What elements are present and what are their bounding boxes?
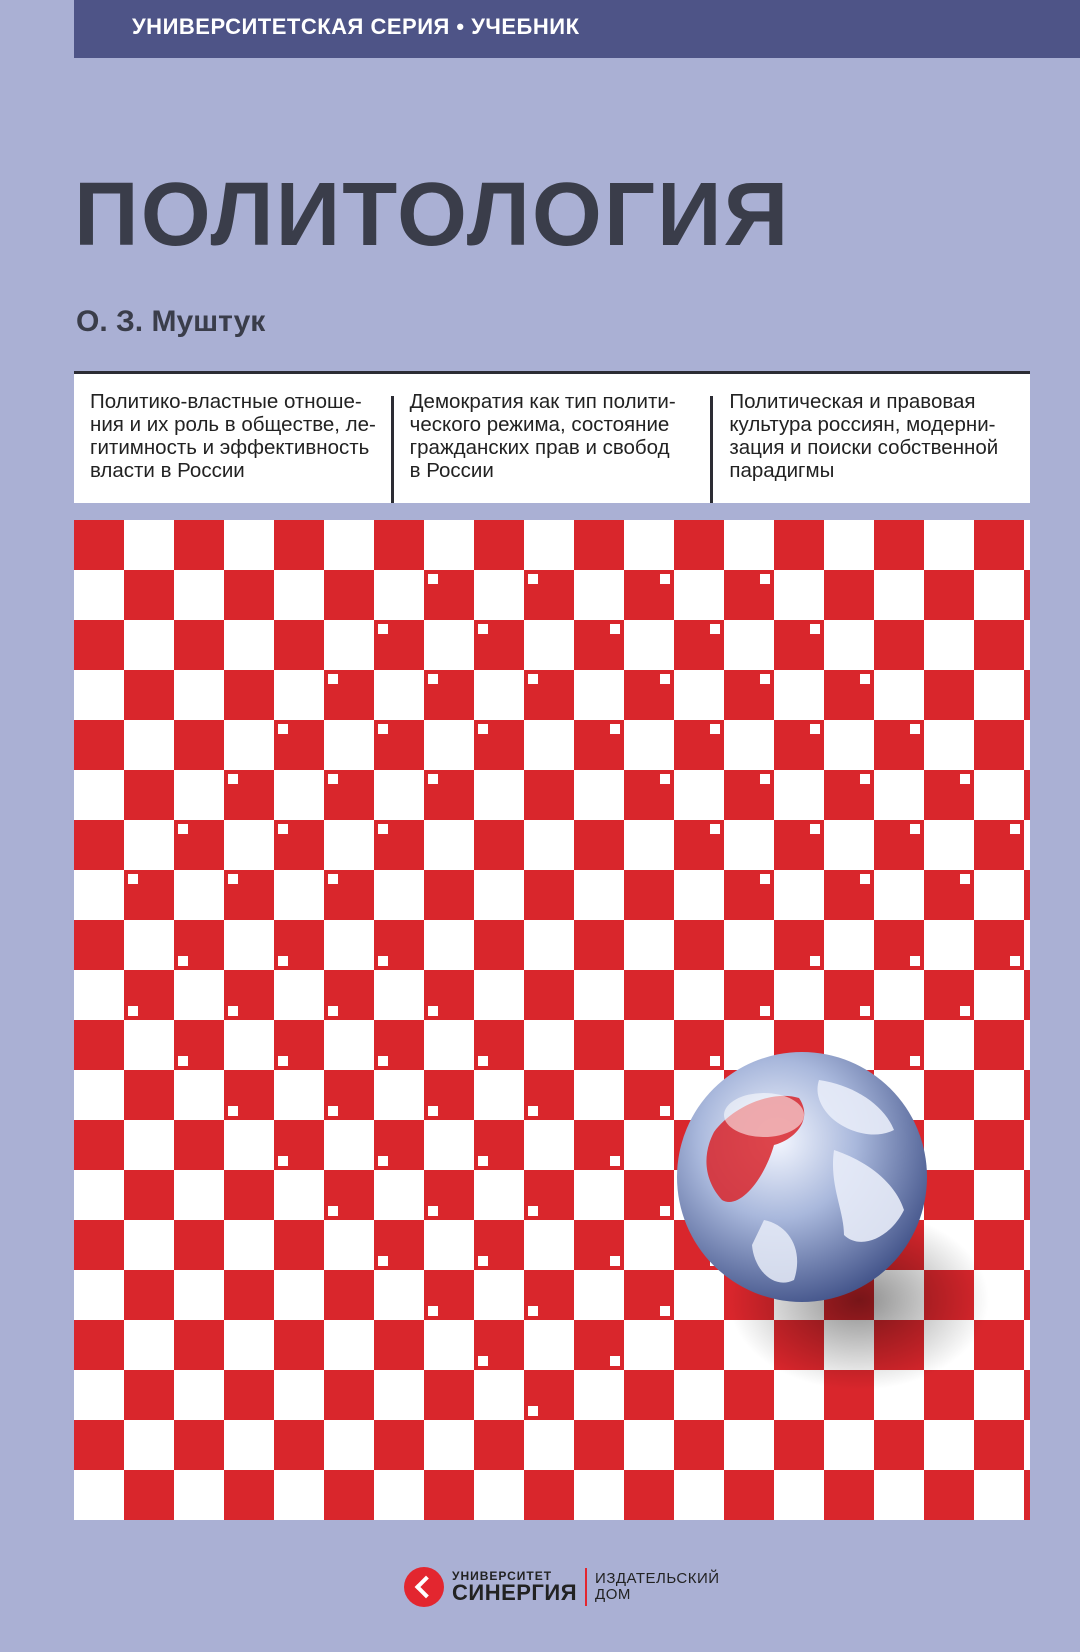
checker-square [524, 1470, 574, 1520]
illusion-dot [428, 1306, 438, 1316]
illusion-dot [528, 1406, 538, 1416]
topic-3-line: зация и поиски собственной [729, 436, 999, 459]
illusion-dot [760, 774, 770, 784]
illusion-dot [610, 1156, 620, 1166]
checker-square [224, 670, 274, 720]
topic-2-line: ческого режима, состояние [409, 413, 670, 436]
topic-2-line: гражданских прав и свобод [409, 436, 670, 459]
illusion-dot [528, 574, 538, 584]
illusion-dot [428, 1206, 438, 1216]
checker-square [574, 920, 624, 970]
illusion-dot [178, 824, 188, 834]
illusion-dot [528, 674, 538, 684]
checker-square [324, 1470, 374, 1520]
checker-square [274, 620, 324, 670]
illusion-dot [960, 874, 970, 884]
checker-square [424, 1370, 474, 1420]
checker-square [124, 1270, 174, 1320]
checker-square [74, 1420, 124, 1470]
checker-square [74, 1320, 124, 1370]
illusion-dot [178, 1056, 188, 1066]
topic-1-line: Политико-властные отноше- [90, 390, 362, 413]
illusion-dot [378, 624, 388, 634]
illusion-dot [528, 1106, 538, 1116]
illusion-dot [278, 724, 288, 734]
checkerboard-illustration [74, 520, 1030, 1520]
checker-square [974, 1120, 1024, 1170]
checker-square [424, 870, 474, 920]
checker-square [74, 1120, 124, 1170]
illusion-dot [378, 824, 388, 834]
logo-divider [585, 1568, 587, 1606]
checker-square [124, 770, 174, 820]
illusion-dot [228, 1006, 238, 1016]
illusion-dot [910, 824, 920, 834]
checker-square [174, 1120, 224, 1170]
checker-square [924, 670, 974, 720]
illusion-dot [478, 724, 488, 734]
illusion-dot [428, 1106, 438, 1116]
checker-square [124, 570, 174, 620]
checker-square [774, 520, 824, 570]
checker-square [724, 1370, 774, 1420]
checker-square [924, 1370, 974, 1420]
illusion-dot [378, 1056, 388, 1066]
checker-square [74, 620, 124, 670]
checker-square [274, 1320, 324, 1370]
checker-square [824, 1470, 874, 1520]
illusion-dot [428, 574, 438, 584]
checker-square [824, 570, 874, 620]
checker-square [1024, 970, 1030, 1020]
illusion-dot [1010, 824, 1020, 834]
illusion-dot [660, 574, 670, 584]
illusion-dot [428, 674, 438, 684]
illusion-dot [278, 956, 288, 966]
checker-square [924, 1170, 974, 1220]
illusion-dot [228, 1106, 238, 1116]
checker-square [224, 1370, 274, 1420]
illusion-dot [610, 724, 620, 734]
illusion-dot [710, 824, 720, 834]
illusion-dot [328, 1106, 338, 1116]
illusion-dot [278, 1156, 288, 1166]
illusion-dot [660, 1306, 670, 1316]
checker-square [574, 1420, 624, 1470]
checker-square [974, 1020, 1024, 1070]
illusion-dot [710, 624, 720, 634]
illusion-dot [528, 1206, 538, 1216]
checker-square [374, 520, 424, 570]
checker-square [574, 520, 624, 570]
illusion-dot [378, 1156, 388, 1166]
checker-square [474, 1420, 524, 1470]
illusion-dot [710, 1056, 720, 1066]
illusion-dot [960, 1006, 970, 1016]
checker-square [74, 820, 124, 870]
checker-square [1024, 1370, 1030, 1420]
checker-square [124, 670, 174, 720]
checker-square [274, 1420, 324, 1470]
illusion-dot [860, 774, 870, 784]
illusion-dot [128, 874, 138, 884]
checker-square [174, 1220, 224, 1270]
publisher-logo [404, 1564, 720, 1610]
illusion-dot [478, 624, 488, 634]
checker-square [574, 1020, 624, 1070]
checker-square [524, 970, 574, 1020]
checker-square [124, 1070, 174, 1120]
checker-square [974, 1220, 1024, 1270]
globe-icon [677, 1052, 927, 1302]
illusion-dot [660, 1106, 670, 1116]
checker-square [474, 520, 524, 570]
illusion-dot [610, 1256, 620, 1266]
checker-square [874, 1420, 924, 1470]
checker-square [624, 970, 674, 1020]
checker-square [224, 1170, 274, 1220]
checker-square [374, 1420, 424, 1470]
illusion-dot [860, 1006, 870, 1016]
checker-square [724, 1470, 774, 1520]
illusion-dot [478, 1256, 488, 1266]
checker-square [924, 1470, 974, 1520]
illusion-dot [378, 724, 388, 734]
checker-square [1024, 1470, 1030, 1520]
series-bar [74, 0, 1080, 58]
checker-square [924, 570, 974, 620]
illusion-dot [960, 774, 970, 784]
topic-3 [710, 390, 1030, 503]
checker-square [124, 1470, 174, 1520]
illusion-dot [478, 1156, 488, 1166]
illusion-dot [760, 874, 770, 884]
illusion-dot [328, 674, 338, 684]
checker-square [174, 620, 224, 670]
checker-square [774, 1420, 824, 1470]
checker-square [624, 1370, 674, 1420]
illusion-dot [378, 1256, 388, 1266]
checker-square [74, 1220, 124, 1270]
checker-square [1024, 1070, 1030, 1120]
checker-square [1024, 570, 1030, 620]
publisher-line-1: УНИВЕРСИТЕТ [452, 1569, 553, 1583]
checker-square [124, 1170, 174, 1220]
checker-square [1024, 770, 1030, 820]
illusion-dot [810, 624, 820, 634]
illusion-dot [860, 874, 870, 884]
checker-square [174, 720, 224, 770]
illusion-dot [328, 1206, 338, 1216]
topic-3-line: культура россиян, модерни- [729, 413, 996, 436]
illusion-dot [810, 724, 820, 734]
checker-square [974, 720, 1024, 770]
checker-square [224, 1270, 274, 1320]
illusion-dot [860, 674, 870, 684]
illusion-dot [810, 956, 820, 966]
illusion-dot [810, 824, 820, 834]
checker-square [974, 520, 1024, 570]
illusion-dot [178, 956, 188, 966]
book-author: О. З. Муштук [76, 305, 266, 338]
checker-square [174, 1320, 224, 1370]
illusion-dot [428, 774, 438, 784]
checker-square [124, 1370, 174, 1420]
illusion-dot [478, 1056, 488, 1066]
illusion-dot [478, 1356, 488, 1366]
checker-square [74, 920, 124, 970]
checker-square [874, 520, 924, 570]
illusion-dot [660, 774, 670, 784]
checker-square [1024, 870, 1030, 920]
illusion-dot [610, 624, 620, 634]
checker-square [674, 1420, 724, 1470]
book-title: ПОЛИТОЛОГИЯ [74, 165, 791, 265]
topics-box [74, 371, 1030, 503]
illusion-dot [378, 956, 388, 966]
checker-square [874, 620, 924, 670]
checker-square [174, 1420, 224, 1470]
checker-square [424, 1470, 474, 1520]
checker-square [574, 820, 624, 870]
illusion-dot [328, 774, 338, 784]
checker-square [1024, 1270, 1030, 1320]
illusion-dot [660, 1206, 670, 1216]
illusion-dot [278, 1056, 288, 1066]
illusion-dot [760, 674, 770, 684]
checker-square [624, 1470, 674, 1520]
checker-square [674, 1320, 724, 1370]
checker-square [974, 1420, 1024, 1470]
illusion-dot [660, 674, 670, 684]
checker-square [174, 520, 224, 570]
publisher-house [595, 1571, 720, 1604]
illusion-dot [428, 1006, 438, 1016]
illusion-dot [760, 1006, 770, 1016]
checker-square [974, 620, 1024, 670]
illusion-dot [328, 1006, 338, 1016]
topic-2-line: в России [409, 459, 494, 482]
topic-3-line: парадигмы [729, 459, 835, 482]
checker-square [674, 920, 724, 970]
illusion-dot [278, 824, 288, 834]
checker-square [924, 1070, 974, 1120]
checker-square [474, 820, 524, 870]
publisher-line-3: ИЗДАТЕЛЬСКИЙ [595, 1569, 720, 1587]
checker-square [524, 770, 574, 820]
checker-square [624, 870, 674, 920]
checker-square [324, 1370, 374, 1420]
checker-square [274, 1220, 324, 1270]
illusion-dot [610, 1356, 620, 1366]
publisher-line-4: ДОМ [595, 1586, 631, 1603]
publisher-line-2: СИНЕРГИЯ [452, 1580, 578, 1605]
illusion-dot [228, 874, 238, 884]
checker-square [674, 520, 724, 570]
illusion-dot [760, 574, 770, 584]
topic-1-line: власти в России [90, 459, 245, 482]
checker-square [74, 1020, 124, 1070]
illusion-dot [528, 1306, 538, 1316]
checker-square [74, 720, 124, 770]
topic-1 [74, 390, 391, 503]
checker-square [324, 1270, 374, 1320]
illusion-dot [910, 1056, 920, 1066]
checker-square [224, 1470, 274, 1520]
synergy-logo-icon [404, 1567, 444, 1607]
checker-square [224, 570, 274, 620]
illusion-dot [228, 774, 238, 784]
checker-square [524, 870, 574, 920]
series-label: УНИВЕРСИТЕТСКАЯ СЕРИЯ • УЧЕБНИК [132, 14, 580, 39]
topic-1-line: ния и их роль в обществе, ле- [90, 413, 376, 436]
illusion-dot [910, 724, 920, 734]
illusion-dot [910, 956, 920, 966]
checker-square [1024, 1170, 1030, 1220]
illusion-dot [1010, 956, 1020, 966]
illusion-dot [710, 724, 720, 734]
illusion-dot [128, 1006, 138, 1016]
topic-2-line: Демократия как тип полити- [409, 390, 676, 413]
topic-2 [391, 390, 711, 503]
checkerboard-svg [74, 520, 1030, 1520]
checker-square [1024, 670, 1030, 720]
checker-square [274, 520, 324, 570]
checker-square [74, 520, 124, 570]
illusion-dot [328, 874, 338, 884]
checker-square [324, 570, 374, 620]
topic-3-line: Политическая и правовая [729, 390, 976, 413]
topic-1-line: гитимность и эффективность [90, 436, 370, 459]
checker-square [474, 920, 524, 970]
checker-square [374, 1320, 424, 1370]
publisher-name [452, 1570, 577, 1604]
